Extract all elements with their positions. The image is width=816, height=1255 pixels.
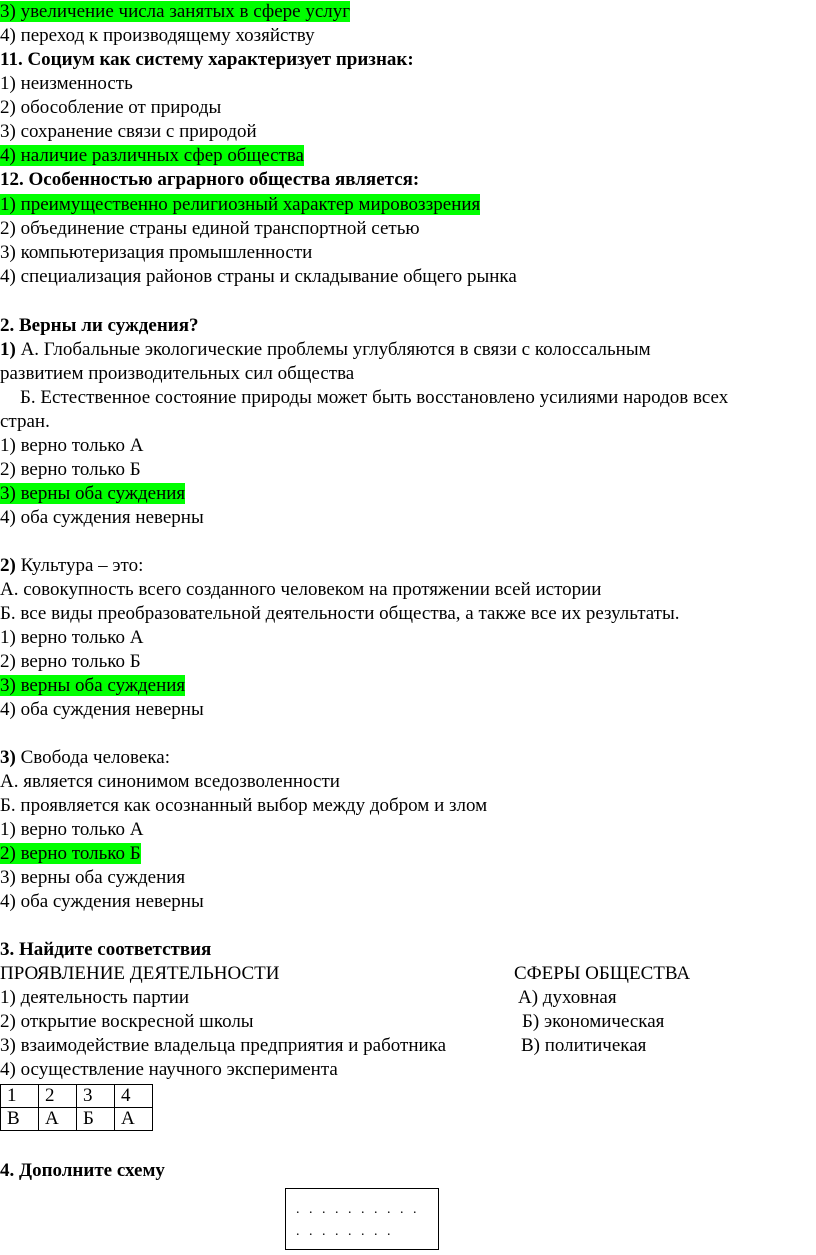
- judgement2-stem: 2) Культура – это:: [0, 555, 144, 576]
- judgement1-option-3: 3) верны оба суждения: [0, 483, 186, 504]
- section3-title: 3. Найдите соответствия: [0, 939, 212, 960]
- judgement2-a: А. совокупность всего созданного человеком на протяжении всей истории: [0, 579, 602, 600]
- activity-item-1: 1) деятельность партии: [0, 987, 190, 1008]
- q12-option-3: 3) компьютеризация промышленности: [0, 242, 313, 263]
- section4-title: 4. Дополните схему: [0, 1160, 165, 1181]
- right-column-header: СФЕРЫ ОБЩЕСТВА: [514, 963, 691, 984]
- judgement2-option-4: 4) оба суждения неверны: [0, 699, 204, 720]
- q11-option-2: 2) обособление от природы: [0, 97, 222, 118]
- judgement2-option-1: 1) верно только А: [0, 627, 144, 648]
- judgement1-a-line2: развитием производительных сил общества: [0, 363, 355, 384]
- judgement2-option-2: 2) верно только Б: [0, 651, 141, 672]
- sphere-item-a: А) духовная: [518, 987, 617, 1008]
- judgement3-stem: 3) Свобода человека:: [0, 747, 170, 768]
- q11-option-4: 4) наличие различных сфер общества: [0, 145, 304, 166]
- q10-option-4: 4) переход к производящему хозяйству: [0, 25, 315, 46]
- judgement3-option-1: 1) верно только А: [0, 819, 144, 840]
- activity-item-3: 3) взаимодействие владельца предприятия и работника: [0, 1035, 447, 1056]
- q12-option-1: 1) преимущественно религиозный характер мировоззрения: [0, 194, 481, 215]
- answer-cell: 2: [39, 1085, 77, 1108]
- answer-cell: В: [1, 1108, 39, 1131]
- sphere-item-b: Б) экономическая: [522, 1011, 665, 1032]
- answer-table: [0, 1084, 153, 1131]
- judgement1-option-4: 4) оба суждения неверны: [0, 507, 204, 528]
- q12-title: 12. Особенностью аграрного общества является:: [0, 169, 420, 190]
- answer-cell: А: [115, 1108, 153, 1131]
- activity-item-2: 2) открытие воскресной школы: [0, 1011, 254, 1032]
- judgement3-option-2: 2) верно только Б: [0, 843, 141, 864]
- q11-option-1: 1) неизменность: [0, 73, 133, 94]
- judgement3-b: Б. проявляется как осознанный выбор между добром и злом: [0, 795, 488, 816]
- judgement1-option-2: 2) верно только Б: [0, 459, 141, 480]
- section2-title: 2. Верны ли суждения?: [0, 315, 199, 336]
- judgement1-b-line2: стран.: [0, 411, 50, 432]
- schema-box: [285, 1188, 439, 1250]
- judgement2-option-3: 3) верны оба суждения: [0, 675, 186, 696]
- judgement1-a-line1: 1) А. Глобальные экологические проблемы углубляются в связи с колоссальным: [0, 339, 651, 360]
- q11-title: 11. Социум как систему характеризует признак:: [0, 49, 414, 70]
- schema-line-2: . . . . . . . .: [296, 1224, 394, 1239]
- judgement3-option-3: 3) верны оба суждения: [0, 867, 186, 888]
- schema-line-1: . . . . . . . . . .: [296, 1202, 420, 1217]
- answer-table-answer-row: [1, 1108, 153, 1131]
- judgement1-b-line1: Б. Естественное состояние природы может быть восстановлено усилиями народов всех: [20, 387, 729, 408]
- q12-option-2: 2) объединение страны единой транспортной сетью: [0, 218, 420, 239]
- answer-cell: А: [39, 1108, 77, 1131]
- judgement3-a: А. является синонимом вседозволенности: [0, 771, 340, 792]
- judgement1-option-1: 1) верно только А: [0, 435, 144, 456]
- q10-option-3: 3) увеличение числа занятых в сфере услуг: [0, 1, 351, 22]
- judgement2-b: Б. все виды преобразовательной деятельности общества, а также все их результаты.: [0, 603, 680, 624]
- answer-table-header-row: [1, 1085, 153, 1108]
- activity-item-4: 4) осуществление научного эксперимента: [0, 1059, 338, 1080]
- q12-option-4: 4) специализация районов страны и складывание общего рынка: [0, 266, 517, 287]
- sphere-item-c: В) политичекая: [521, 1035, 647, 1056]
- answer-cell: 4: [115, 1085, 153, 1108]
- left-column-header: ПРОЯВЛЕНИЕ ДЕЯТЕЛЬНОСТИ: [0, 963, 280, 984]
- judgement3-option-4: 4) оба суждения неверны: [0, 891, 204, 912]
- q11-option-3: 3) сохранение связи с природой: [0, 121, 257, 142]
- answer-cell: 1: [1, 1085, 39, 1108]
- answer-cell: Б: [77, 1108, 115, 1131]
- answer-cell: 3: [77, 1085, 115, 1108]
